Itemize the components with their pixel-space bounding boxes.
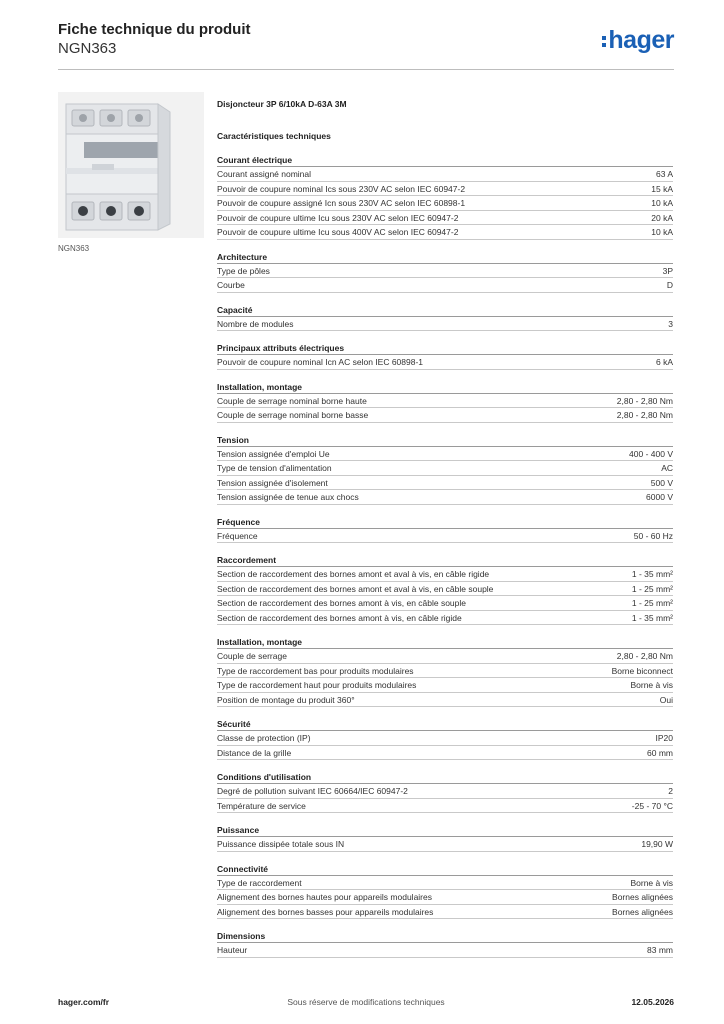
- spec-label: Degré de pollution suivant IEC 60664/IEC 60947-2: [217, 786, 408, 796]
- spec-value: 1 - 25 mm²: [631, 583, 673, 594]
- spec-value: Borne à vis: [630, 680, 673, 690]
- spec-value: Bornes alignées: [612, 892, 673, 902]
- spec-value: 2: [668, 786, 673, 796]
- spec-row: [217, 529, 673, 544]
- section-title: Courant électrique: [217, 154, 673, 167]
- spec-value: 83 mm: [647, 945, 673, 955]
- spec-row: [217, 837, 673, 852]
- spec-row: [217, 596, 673, 611]
- spec-label: Puissance dissipée totale sous IN: [217, 839, 345, 849]
- spec-value: 2,80 - 2,80 Nm: [616, 395, 673, 406]
- spec-row: [217, 943, 673, 958]
- spec-row: [217, 211, 673, 226]
- spec-value: 50 - 60 Hz: [633, 530, 673, 541]
- spec-row: [217, 447, 673, 462]
- spec-row: [217, 278, 673, 293]
- spec-section: [217, 863, 673, 920]
- spec-label: Type de raccordement haut pour produits modulaires: [217, 680, 417, 690]
- spec-value: 500 V: [650, 477, 673, 488]
- spec-label: Pouvoir de coupure nominal Ics sous 230V AC selon IEC 60947-2: [217, 183, 466, 194]
- spec-value: D: [666, 280, 673, 290]
- spec-label: Courbe: [217, 280, 245, 290]
- spec-section: [217, 154, 673, 240]
- document-title: Fiche technique du produit: [58, 21, 251, 38]
- spec-label: Tension assignée de tenue aux chocs: [217, 492, 359, 502]
- spec-label: Section de raccordement des bornes amont et aval à vis, en câble rigide: [217, 569, 490, 579]
- spec-label: Tension assignée d'emploi Ue: [217, 448, 330, 459]
- specs-heading: Caractéristiques techniques: [217, 131, 331, 141]
- spec-sections: [217, 154, 673, 958]
- section-title: Capacité: [217, 304, 673, 317]
- spec-value: Bornes alignées: [612, 906, 673, 917]
- spec-label: Courant assigné nominal: [217, 169, 312, 179]
- spec-value: AC: [661, 463, 673, 473]
- spec-label: Section de raccordement des bornes amont à vis, en câble rigide: [217, 612, 462, 623]
- section-title: Sécurité: [217, 718, 673, 731]
- spec-value: -25 - 70 °C: [631, 800, 673, 811]
- spec-row: [217, 664, 673, 679]
- spec-content: [217, 97, 673, 958]
- spec-section: [217, 251, 673, 293]
- spec-label: Type de pôles: [217, 265, 270, 276]
- spec-value: 10 kA: [651, 227, 673, 237]
- spec-label: Type de raccordement bas pour produits modulaires: [217, 665, 414, 676]
- spec-value: 6 kA: [655, 357, 673, 367]
- spec-section: [217, 636, 673, 707]
- section-title: Connectivité: [217, 863, 673, 876]
- spec-row: [217, 784, 673, 799]
- spec-label: Tension assignée d'isolement: [217, 477, 328, 488]
- spec-label: Distance de la grille: [217, 747, 292, 758]
- logo-dots-icon: [602, 36, 606, 47]
- spec-row: [217, 649, 673, 664]
- spec-row: [217, 408, 673, 423]
- section-title: Principaux attributs électriques: [217, 342, 673, 355]
- spec-label: Couple de serrage nominal borne basse: [217, 410, 369, 420]
- spec-row: [217, 182, 673, 197]
- section-title: Fréquence: [217, 516, 673, 529]
- spec-section: [217, 718, 673, 760]
- spec-section: [217, 342, 673, 370]
- spec-value: Borne biconnect: [611, 665, 673, 676]
- spec-value: Oui: [659, 694, 673, 705]
- spec-value: 1 - 35 mm²: [631, 612, 673, 623]
- spec-value: 1 - 35 mm²: [631, 569, 673, 579]
- section-title: Dimensions: [217, 930, 673, 943]
- spec-value: IP20: [655, 733, 673, 743]
- spec-label: Type de raccordement: [217, 877, 302, 888]
- spec-label: Pouvoir de coupure ultime Icu sous 230V AC selon IEC 60947-2: [217, 212, 459, 223]
- spec-row: [217, 876, 673, 891]
- spec-value: 15 kA: [651, 183, 673, 194]
- spec-value: 1 - 25 mm²: [631, 598, 673, 608]
- section-title: Installation, montage: [217, 381, 673, 394]
- spec-row: [217, 394, 673, 409]
- spec-label: Section de raccordement des bornes amont à vis, en câble souple: [217, 598, 467, 608]
- spec-row: [217, 678, 673, 693]
- spec-section: [217, 516, 673, 544]
- spec-section: [217, 434, 673, 505]
- spec-label: Hauteur: [217, 945, 248, 955]
- section-title: Tension: [217, 434, 673, 447]
- spec-section: [217, 381, 673, 423]
- spec-row: [217, 799, 673, 814]
- spec-row: [217, 905, 673, 920]
- spec-row: [217, 582, 673, 597]
- spec-value: 2,80 - 2,80 Nm: [616, 651, 673, 661]
- spec-label: Nombre de modules: [217, 318, 294, 329]
- product-name: Disjoncteur 3P 6/10kA D-63A 3M: [217, 99, 347, 109]
- logo-text: hager: [608, 26, 674, 54]
- section-title: Architecture: [217, 251, 673, 264]
- footer-website-link[interactable]: hager.com/fr: [58, 997, 110, 1007]
- spec-label: Couple de serrage: [217, 651, 287, 661]
- spec-label: Couple de serrage nominal borne haute: [217, 395, 367, 406]
- spec-value: 2,80 - 2,80 Nm: [616, 410, 673, 420]
- hager-logo[interactable]: [602, 26, 674, 55]
- product-reference: NGN363: [58, 40, 117, 57]
- product-image: [58, 92, 204, 238]
- spec-value: 60 mm: [647, 747, 673, 758]
- spec-label: Type de tension d'alimentation: [217, 463, 332, 473]
- spec-row: [217, 167, 673, 182]
- image-caption: NGN363: [58, 244, 90, 253]
- spec-label: Pouvoir de coupure ultime Icu sous 400V AC selon IEC 60947-2: [217, 227, 459, 237]
- spec-row: [217, 567, 673, 582]
- spec-label: Pouvoir de coupure assigné Icn sous 230V AC selon IEC 60898-1: [217, 198, 466, 208]
- spec-value: 3: [668, 318, 673, 329]
- spec-label: Pouvoir de coupure nominal Icn AC selon IEC 60898-1: [217, 357, 424, 367]
- spec-section: [217, 771, 673, 813]
- section-title: Conditions d'utilisation: [217, 771, 673, 784]
- spec-value: 63 A: [655, 169, 673, 179]
- spec-section: [217, 554, 673, 625]
- spec-value: 20 kA: [651, 212, 673, 223]
- spec-row: [217, 461, 673, 476]
- spec-section: [217, 304, 673, 332]
- spec-section: [217, 930, 673, 958]
- spec-row: [217, 476, 673, 491]
- section-title: Raccordement: [217, 554, 673, 567]
- spec-value: 3P: [662, 265, 673, 276]
- spec-label: Alignement des bornes hautes pour appareils modulaires: [217, 892, 432, 902]
- spec-value: 400 - 400 V: [629, 448, 673, 459]
- spec-label: Position de montage du produit 360°: [217, 694, 355, 705]
- spec-row: [217, 746, 673, 761]
- spec-value: 19,90 W: [641, 839, 673, 849]
- footer-notice: Sous réserve de modifications techniques: [287, 997, 445, 1007]
- circuit-breaker-image: [58, 92, 204, 238]
- spec-section: [217, 824, 673, 852]
- footer-date: 12.05.2026: [631, 997, 674, 1007]
- spec-label: Alignement des bornes basses pour appareils modulaires: [217, 906, 434, 917]
- section-title: Installation, montage: [217, 636, 673, 649]
- section-title: Puissance: [217, 824, 673, 837]
- spec-row: [217, 890, 673, 905]
- spec-value: Borne à vis: [630, 877, 673, 888]
- spec-row: [217, 317, 673, 332]
- spec-label: Fréquence: [217, 530, 258, 541]
- spec-row: [217, 731, 673, 746]
- spec-row: [217, 196, 673, 211]
- spec-row: [217, 355, 673, 370]
- spec-row: [217, 693, 673, 708]
- spec-label: Section de raccordement des bornes amont et aval à vis, en câble souple: [217, 583, 494, 594]
- spec-row: [217, 225, 673, 240]
- spec-row: [217, 490, 673, 505]
- spec-value: 6000 V: [646, 492, 673, 502]
- spec-value: 10 kA: [651, 198, 673, 208]
- spec-row: [217, 264, 673, 279]
- spec-label: Classe de protection (IP): [217, 733, 311, 743]
- spec-label: Température de service: [217, 800, 306, 811]
- spec-row: [217, 611, 673, 626]
- page-header: [58, 20, 674, 70]
